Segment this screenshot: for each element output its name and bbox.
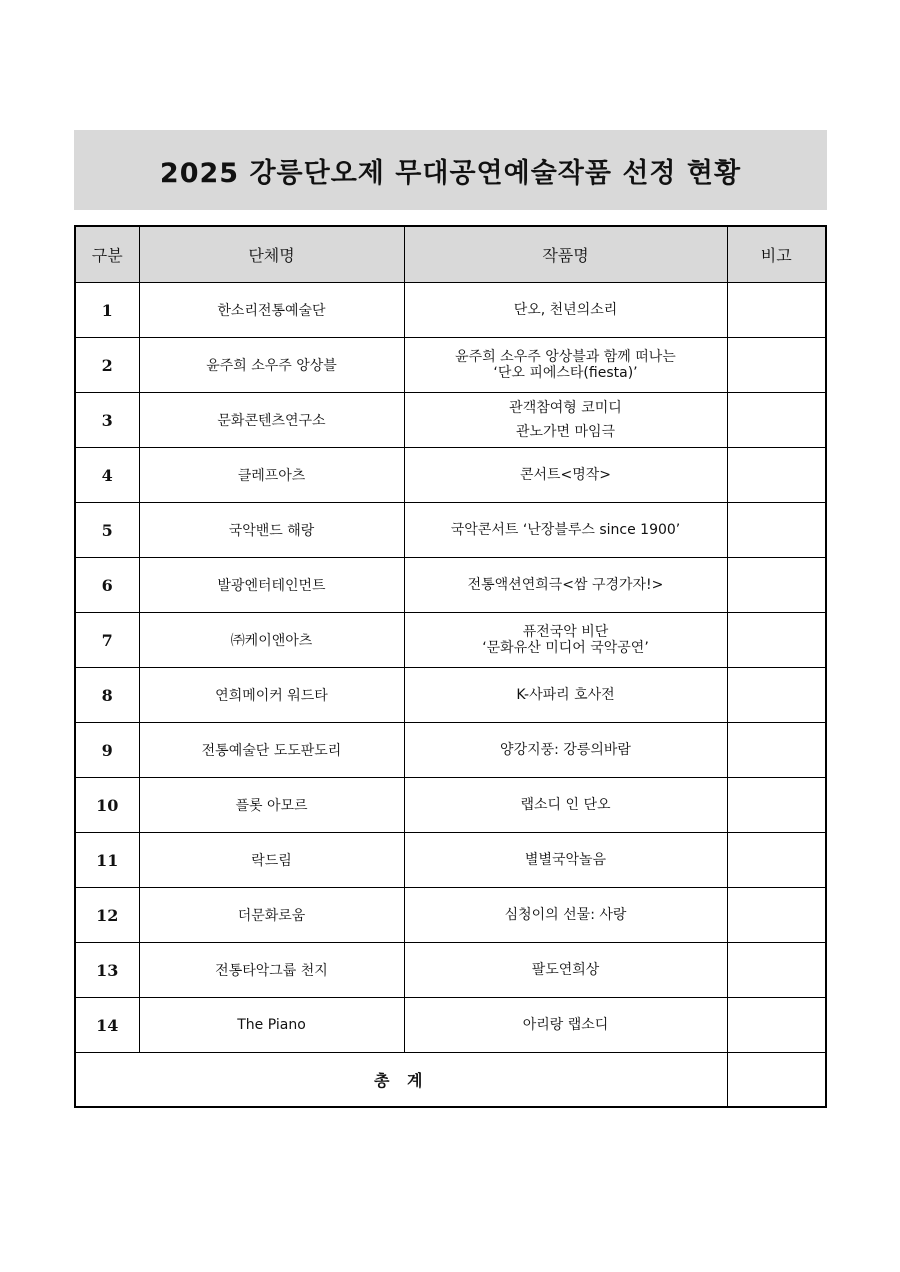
row-number: 13 — [75, 943, 139, 998]
group-name: 전통타악그룹 천지 — [139, 943, 404, 998]
total-row — [75, 1053, 826, 1108]
work-title-line: 아리랑 랩소디 — [522, 1017, 609, 1033]
table-row — [75, 998, 826, 1053]
work-title-line: ‘단오 피에스타(fiesta)’ — [493, 365, 638, 381]
row-number: 8 — [75, 668, 139, 723]
work-title — [404, 393, 727, 448]
group-name: 한소리전통예술단 — [139, 283, 404, 338]
work-title-line: 양강지풍: 강릉의바람 — [500, 742, 631, 758]
total-value — [727, 1053, 826, 1108]
note-cell — [727, 613, 826, 668]
work-title-line: K-사파리 호사전 — [516, 687, 615, 703]
group-name: 락드림 — [139, 833, 404, 888]
work-title — [404, 888, 727, 943]
work-title — [404, 558, 727, 613]
work-title — [404, 503, 727, 558]
table-row — [75, 888, 826, 943]
header-note: 비고 — [727, 226, 826, 283]
note-cell — [727, 338, 826, 393]
group-name: 윤주희 소우주 앙상블 — [139, 338, 404, 393]
row-number: 10 — [75, 778, 139, 833]
group-name: 플롯 아모르 — [139, 778, 404, 833]
group-name: 더문화로움 — [139, 888, 404, 943]
note-cell — [727, 503, 826, 558]
work-title-line: 전통액션연희극<쌈 구경가자!> — [467, 577, 664, 593]
row-number: 1 — [75, 283, 139, 338]
work-title-line: 콘서트<명작> — [519, 467, 612, 483]
note-cell — [727, 833, 826, 888]
row-number: 4 — [75, 448, 139, 503]
group-name: 클레프아츠 — [139, 448, 404, 503]
selection-table — [74, 225, 827, 1108]
row-number: 11 — [75, 833, 139, 888]
note-cell — [727, 778, 826, 833]
table-row — [75, 338, 826, 393]
table-header-row — [75, 226, 826, 283]
work-title-line: 단오, 천년의소리 — [513, 302, 618, 318]
work-title — [404, 448, 727, 503]
work-title — [404, 998, 727, 1053]
group-name: 문화콘텐츠연구소 — [139, 393, 404, 448]
group-name: 전통예술단 도도판도리 — [139, 723, 404, 778]
group-name: ㈜케이앤아츠 — [139, 613, 404, 668]
work-title-line: 별별국악놀음 — [524, 852, 607, 868]
group-name: 연희메이커 워드타 — [139, 668, 404, 723]
row-number: 3 — [75, 393, 139, 448]
work-title-line: 윤주희 소우주 앙상블과 함께 떠나는 — [455, 349, 676, 365]
note-cell — [727, 558, 826, 613]
note-cell — [727, 998, 826, 1053]
note-cell — [727, 448, 826, 503]
row-number: 14 — [75, 998, 139, 1053]
row-number: 5 — [75, 503, 139, 558]
work-title — [404, 778, 727, 833]
title-banner — [74, 130, 827, 210]
work-title-line: 팔도연희상 — [531, 962, 600, 978]
work-title-line: 관객참여형 코미디 — [509, 400, 622, 416]
work-title-line: ‘문화유산 미디어 국악공연’ — [482, 640, 649, 656]
work-title-line: 퓨전국악 비단 — [522, 624, 609, 640]
row-number: 7 — [75, 613, 139, 668]
note-cell — [727, 943, 826, 998]
work-title-line: 랩소디 인 단오 — [520, 797, 611, 813]
note-cell — [727, 668, 826, 723]
group-name: 발광엔터테인먼트 — [139, 558, 404, 613]
total-label: 총 계 — [75, 1053, 727, 1108]
row-number: 12 — [75, 888, 139, 943]
row-number: 6 — [75, 558, 139, 613]
table-row — [75, 778, 826, 833]
table-row — [75, 833, 826, 888]
table-row — [75, 503, 826, 558]
group-name: 국악밴드 해랑 — [139, 503, 404, 558]
work-title-line: 국악콘서트 ‘난장블루스 since 1900’ — [450, 522, 681, 538]
note-cell — [727, 283, 826, 338]
table-row — [75, 448, 826, 503]
work-title — [404, 833, 727, 888]
table-row — [75, 943, 826, 998]
row-number: 2 — [75, 338, 139, 393]
work-title-line: 심청이의 선물: 사랑 — [504, 907, 627, 923]
work-title — [404, 668, 727, 723]
work-title — [404, 613, 727, 668]
row-number: 9 — [75, 723, 139, 778]
table-row — [75, 668, 826, 723]
page-title: 2025 강릉단오제 무대공연예술작품 선정 현황 — [159, 157, 742, 189]
table-row — [75, 393, 826, 448]
note-cell — [727, 723, 826, 778]
header-no: 구분 — [75, 226, 139, 283]
table-row — [75, 613, 826, 668]
note-cell — [727, 888, 826, 943]
header-work: 작품명 — [404, 226, 727, 283]
table-row — [75, 283, 826, 338]
work-title — [404, 943, 727, 998]
header-group: 단체명 — [139, 226, 404, 283]
work-title — [404, 723, 727, 778]
note-cell — [727, 393, 826, 448]
work-title-line: 관노가면 마임극 — [515, 424, 616, 440]
group-name: The Piano — [139, 998, 404, 1053]
table-row — [75, 723, 826, 778]
work-title — [404, 338, 727, 393]
table-row — [75, 558, 826, 613]
work-title — [404, 283, 727, 338]
